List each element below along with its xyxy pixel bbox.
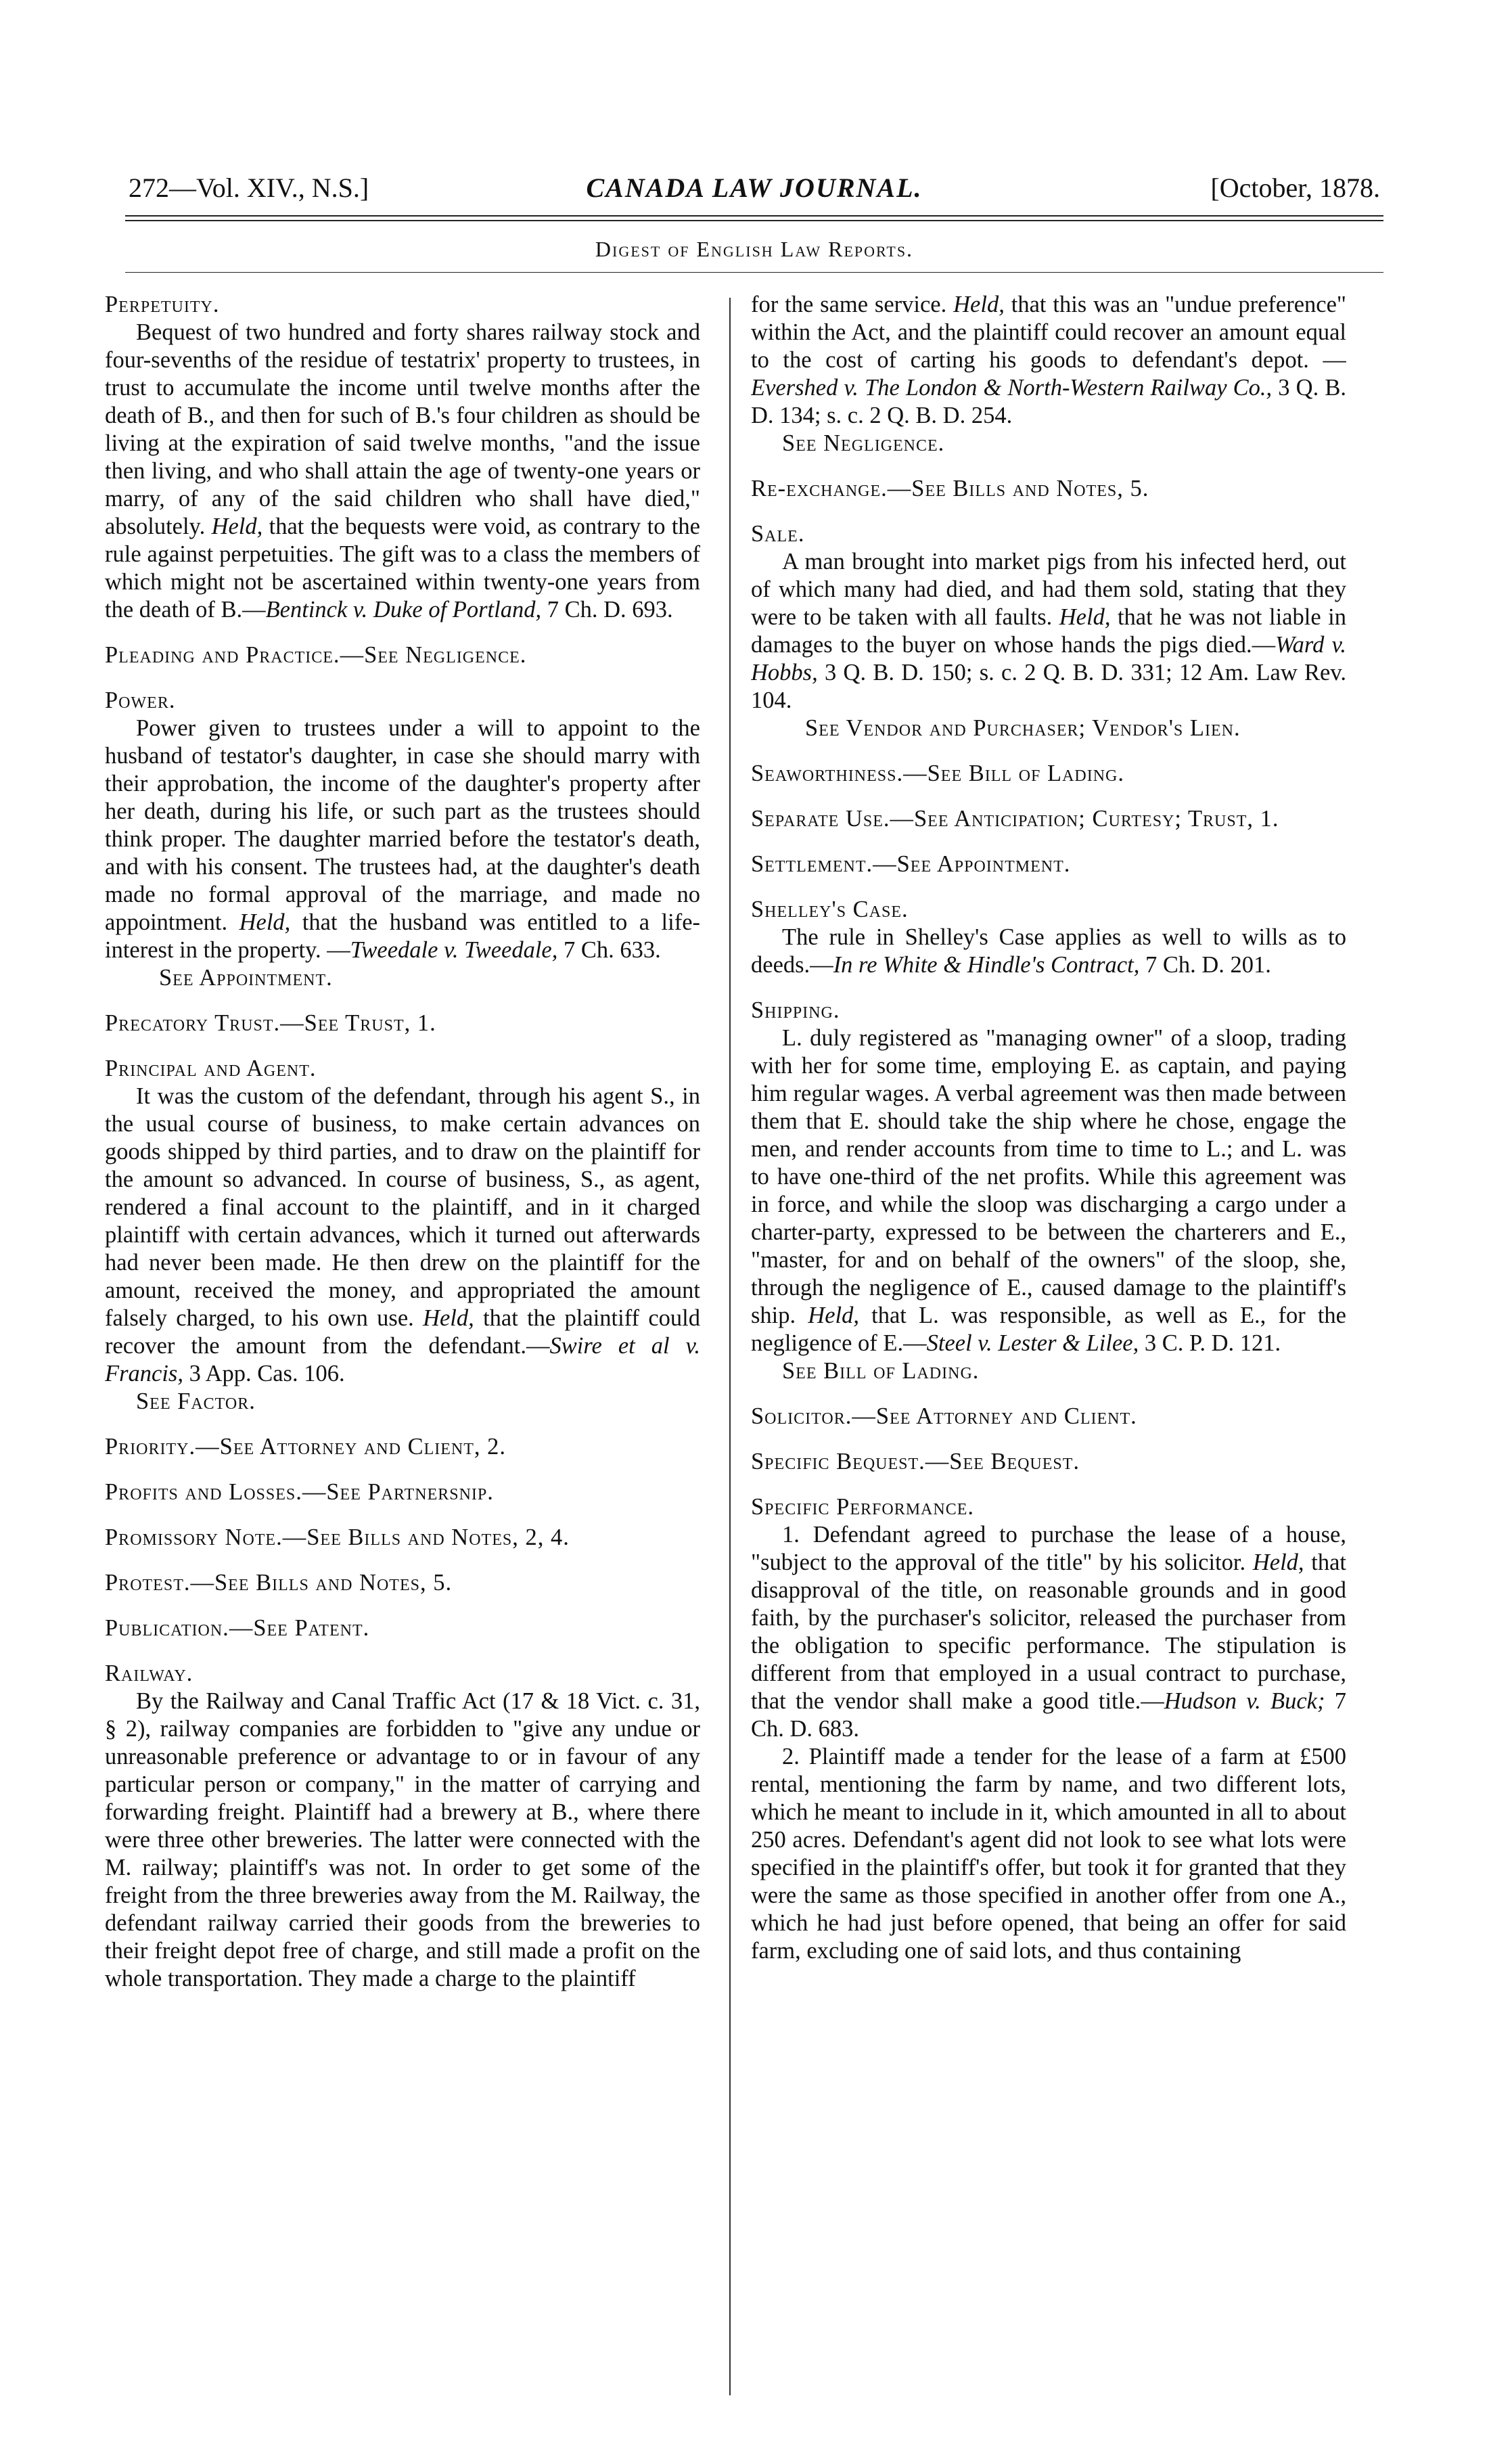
entry-heading: Power. <box>105 687 176 713</box>
held: Held, <box>1059 604 1111 630</box>
entry-heading: Profits and Losses. <box>105 1479 302 1505</box>
case-name: Steel v. Lester & Lilee, <box>926 1330 1139 1356</box>
entry-heading: Protest. <box>105 1570 191 1596</box>
case-name: Tweedale v. Tweedale, <box>350 937 558 963</box>
entry-body: The rule in Shelley's Case applies as well to wills as to deeds.—In re White & Hindle's Contract, 7 Ch. D. 201. <box>751 924 1346 978</box>
entry-sale <box>751 520 1346 742</box>
header-rule-thin <box>125 220 1383 221</box>
journal-title: CANADA LAW JOURNAL. <box>586 173 923 203</box>
cross-reference: —See Bill of Lading. <box>903 761 1125 786</box>
entry-heading: Precatory Trust. <box>105 1010 281 1036</box>
entry-heading: Publication. <box>105 1615 229 1641</box>
entry-priority <box>105 1433 700 1461</box>
entry-heading: Railway. <box>105 1660 193 1686</box>
entry-heading: Shelley's Case. <box>751 897 909 922</box>
entry-pleading <box>105 641 700 669</box>
citation: 3 Q. B. D. 134; s. c. 2 Q. B. D. 254. <box>751 375 1346 428</box>
entry-body: Power given to trustees under a will to appoint to the husband of testator's daughter, in case she should marry with their approbation, the income of the daughter's property after her death, during his life, or such part as the trustees should think proper. The daughter married before the testator's death, and with his consent. The trustees had, at the daughter's death made no formal approval of the marriage, and made no appointment. Held, that the husband was entitled to a life-interest in the property. —Tweedale v. Tweedale, 7 Ch. 633. <box>105 715 700 963</box>
entry-power <box>105 687 700 992</box>
entry-heading: Solicitor. <box>751 1403 852 1429</box>
cross-reference: See Appointment. <box>159 965 333 991</box>
entry-body: for the same service. Held, that this was an "undue preference" within the Act, and the plaintiff could recover an amount equal to the cost of carting his goods to defendant's depot. —Evershed v. The London & North-Western Railway Co., 3 Q. B. D. 134; s. c. 2 Q. B. D. 254. <box>751 292 1346 428</box>
held: Held, <box>211 514 263 539</box>
cross-reference: —See Patent. <box>229 1615 370 1641</box>
column-divider <box>729 298 731 2395</box>
running-head <box>129 168 1380 208</box>
cross-reference: See Negligence. <box>782 430 945 456</box>
citation: 7 Ch. D. 693. <box>541 597 673 623</box>
entry-heading: Principal and Agent. <box>105 1056 317 1081</box>
right-column <box>751 291 1346 2416</box>
header-rule <box>125 215 1383 217</box>
entry-heading: Re-exchange. <box>751 476 888 501</box>
cross-reference: —See Trust, 1. <box>280 1010 436 1036</box>
entry-heading: Separate Use. <box>751 806 890 832</box>
cross-reference: —See Appointment. <box>873 851 1071 877</box>
cross-reference: See Vendor and Purchaser; Vendor's Lien. <box>805 715 1241 741</box>
cross-reference: —See Bills and Notes, 5. <box>887 476 1149 501</box>
entry-heading: Pleading and Practice. <box>105 642 340 668</box>
citation: 7 Ch. D. 683. <box>751 1688 1346 1742</box>
cross-reference: —See Bills and Notes, 2, 4. <box>282 1524 570 1550</box>
entry-heading: Settlement. <box>751 851 873 877</box>
citation: 7 Ch. D. 201. <box>1139 952 1271 978</box>
entry-promissory-note <box>105 1524 700 1552</box>
entry-publication <box>105 1614 700 1642</box>
entry-perpetuity <box>105 291 700 624</box>
entry-shipping <box>751 997 1346 1385</box>
held: Held, <box>239 909 291 935</box>
cross-reference: —See Partnersnip. <box>302 1479 494 1505</box>
cross-reference: See Factor. <box>136 1388 256 1414</box>
entry-heading: Seaworthiness. <box>751 761 904 786</box>
entry-re-exchange <box>751 475 1346 503</box>
entry-body: By the Railway and Canal Traffic Act (17 & 18 Vict. c. 31, § 2), railway companies are forbidden to "give any undue or unreasonable preference or advantage to or in favour of any particular person or company," in the matter of carrying and forwarding freight. Plaintiff had a brewery at B., where there were three other breweries. The latter were connected with the M. railway; plaintiff's was not. In order to get some of the freight from the three breweries away from the M. Railway, the defendant railway carried their goods from the breweries to their freight depot free of charge, and still made a profit on the whole transportation. They made a charge to the plaintiff <box>105 1688 700 1991</box>
entry-heading: Sale. <box>751 521 805 547</box>
entry-shelleys-case <box>751 896 1346 979</box>
entry-heading: Specific Performance. <box>751 1494 975 1520</box>
citation: 3 App. Cas. 106. <box>183 1361 345 1386</box>
section-title: Digest of English Law Reports. <box>595 237 914 261</box>
case-name: Ward v. Hobbs, <box>751 632 1346 685</box>
entry-body: L. duly registered as "managing owner" of a sloop, trading with her for some time, employing E. as captain, and paying him regular wages. A verbal agreement was then made between them that E. should take the ship where he chose, engage the men, and render accounts from time to time to L.; and L. was to have one-third of the net profits. While this agreement was in force, and while the sloop was discharging a cargo under a charter-party, expressed to be between the charterers and E., "master, for and on behalf of the owners" of the sloop, she, through the negligence of E., caused damage to the plaintiff's ship. Held, that L. was responsible, as well as E., for the negligence of E.—Steel v. Lester & Lilee, 3 C. P. D. 121. <box>751 1025 1346 1356</box>
left-column <box>105 291 700 2416</box>
entry-heading: Perpetuity. <box>105 292 220 317</box>
held: Held, <box>1252 1550 1304 1575</box>
cross-reference: —See Anticipation; Curtesy; Trust, 1. <box>890 806 1279 832</box>
cross-reference: See Bill of Lading. <box>782 1358 980 1384</box>
case-name: Evershed v. The London & North-Western Railway Co., <box>751 375 1273 401</box>
case-name: Bentinck v. Duke of Portland, <box>265 597 542 623</box>
entry-railway-continued <box>751 291 1346 457</box>
case-name: Hudson v. Buck; <box>1164 1688 1325 1714</box>
entry-specific-bequest <box>751 1448 1346 1476</box>
held: Held, <box>808 1303 859 1328</box>
held: Held, <box>953 292 1005 317</box>
citation: 3 Q. B. D. 150; s. c. 2 Q. B. D. 331; 12 Am. Law Rev. 104. <box>751 660 1346 713</box>
cross-reference: —See Bequest. <box>925 1449 1080 1474</box>
entry-body: It was the custom of the defendant, through his agent S., in the usual course of business, to make certain advances on goods shipped by third parties, and to draw on the plaintiff for the amount so advanced. In course of business, S., as agent, rendered a final account to the plaintiff, and in it charged plaintiff with certain advances, which it turned out afterwards had never been made. He then drew on the plaintiff for the amount, received the money, and appropriated the amount falsely charged, to his own use. Held, that the plaintiff could recover the amount from the defendant.—Swire et al v. Francis, 3 App. Cas. 106. <box>105 1083 700 1386</box>
entry-heading: Promissory Note. <box>105 1524 283 1550</box>
entry-body: A man brought into market pigs from his infected herd, out of which many had died, and had them sold, stating that they were to be taken with all faults. Held, that he was not liable in damages to the buyer on whose hands the pigs died.—Ward v. Hobbs, 3 Q. B. D. 150; s. c. 2 Q. B. D. 331; 12 Am. Law Rev. 104. <box>751 549 1346 713</box>
entry-solicitor <box>751 1403 1346 1430</box>
citation: 3 C. P. D. 121. <box>1139 1330 1281 1356</box>
entry-heading: Priority. <box>105 1434 196 1460</box>
entry-specific-performance <box>751 1493 1346 1965</box>
entry-settlement <box>751 851 1346 878</box>
page-volume: 272—Vol. XIV., N.S.] <box>129 173 369 203</box>
section-rule <box>125 272 1383 273</box>
entry-heading: Specific Bequest. <box>751 1449 925 1474</box>
entry-paragraph-1: 1. Defendant agreed to purchase the lease of a house, "subject to the approval of the title" by his solicitor. Held, that disapproval of the title, on reasonable grounds and in good faith, by the purchaser's solicitor, released the purchaser from the obligation to specific performance. The stipulation is different from that employed in a usual contract to purchase, that the vendor shall make a good title.—Hudson v. Buck; 7 Ch. D. 683. <box>751 1522 1346 1742</box>
entry-heading: Shipping. <box>751 997 840 1023</box>
entry-principal-agent <box>105 1055 700 1416</box>
issue-date: [October, 1878. <box>1210 173 1380 203</box>
cross-reference: —See Attorney and Client. <box>852 1403 1137 1429</box>
entry-profits-losses <box>105 1478 700 1506</box>
cross-reference: —See Negligence. <box>340 642 527 668</box>
entry-seaworthiness <box>751 760 1346 788</box>
entry-precatory-trust <box>105 1010 700 1037</box>
entry-protest <box>105 1569 700 1597</box>
held: Held, <box>423 1305 474 1331</box>
entry-body: Bequest of two hundred and forty shares railway stock and four-sevenths of the residue of testatrix' property to trustees, in trust to accumulate the income until twelve months after the death of B., and then for such of B.'s four children as should be living at the expiration of said twelve months, "and the issue then living, and who shall attain the age of twenty-one years or marry, of any of the said children who shall have died," absolutely. Held, that the bequests were void, as contrary to the rule against perpetuities. The gift was to a class the members of which might not be ascertained within twenty-one years from the death of B.—Bentinck v. Duke of Portland, 7 Ch. D. 693. <box>105 319 700 623</box>
cross-reference: —See Attorney and Client, 2. <box>196 1434 507 1460</box>
entry-railway <box>105 1660 700 1993</box>
entry-separate-use <box>751 805 1346 833</box>
case-name: Swire et al v. Francis, <box>105 1333 700 1386</box>
cross-reference: —See Bills and Notes, 5. <box>190 1570 453 1596</box>
citation: 7 Ch. 633. <box>557 937 661 963</box>
case-name: In re White & Hindle's Contract, <box>833 952 1140 978</box>
entry-paragraph-2: 2. Plaintiff made a tender for the lease of a farm at £500 rental, mentioning the farm by name, and two different lots, which he meant to include in it, which amounted in all to about 250 acres. Defendant's agent did not look to see what lots were specified in the plaintiff's offer, but took it for granted that they were the same as those specified in another offer from one A., which he had just before opened, that being an offer for said farm, excluding one of said lots, and thus containing <box>751 1744 1346 1964</box>
